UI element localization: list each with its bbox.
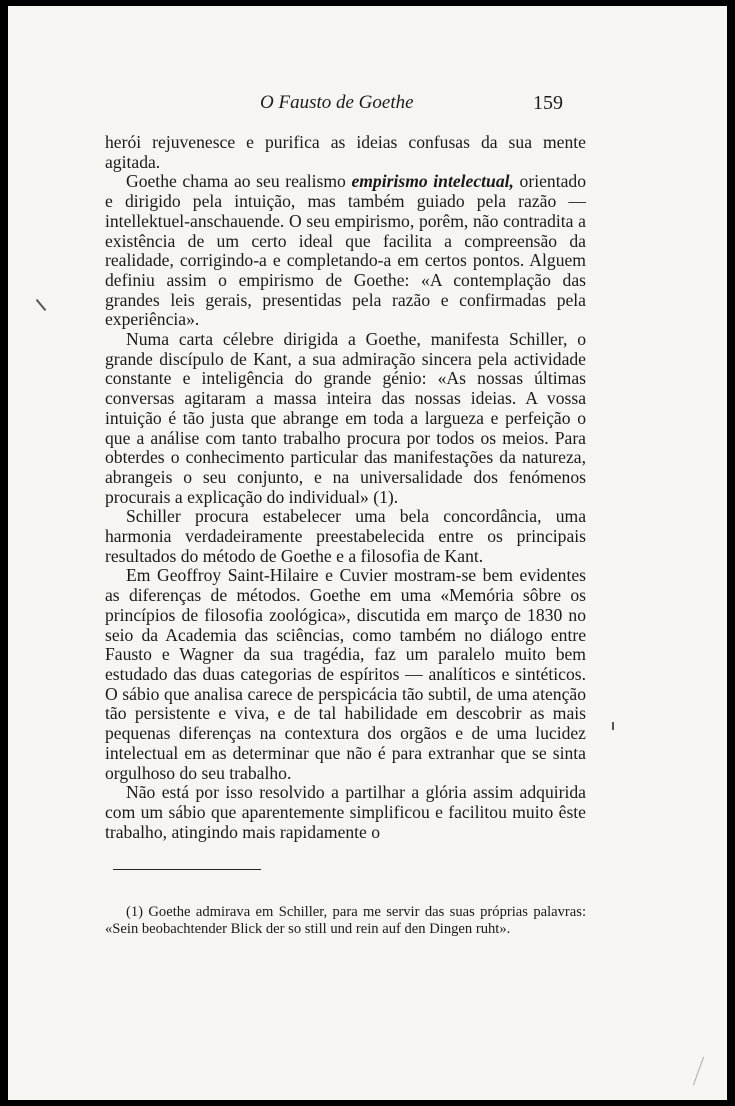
- scan-mark: [612, 722, 614, 730]
- book-page: [8, 6, 727, 1100]
- paragraph-3: Numa carta célebre dirigida a Goethe, manifesta Schiller, o grande discípulo de Kant, a sua admiração sincera pela actividade constante e inteligência do grande génio: «As nossas últimas conversas agitaram a massa inteira das nossas ideias. A vossa intuição é tão justa que abrange em toda a largueza e perfeição o que a análise com tanto trabalho procura por todos os meios. Para obterdes o conhecimento particular das manifestações da natureza, abrangeis o seu conjunto, e na universalidade dos fenómenos procurais a explicação do individual» (1).: [105, 329, 586, 507]
- paragraph-1: herói rejuvenesce e purifica as ideias confusas da sua mente agitada.: [105, 132, 586, 172]
- paragraph-5: Em Geoffroy Saint-Hilaire e Cuvier mostram-se bem evidentes as diferenças de métodos. Goethe em uma «Memória sôbre os princípios de filosofia zoológica», discutida em março de 1830 no seio da Academia das sciências, como também no diálogo entre Fausto e Wagner da sua tragédia, faz um paralelo muito bem estudado das duas categorias de espíritos — analíticos e sintéticos. O sábio que analisa carece de perspicácia tão subtil, de uma atenção tão persistente e viva, e de tal habilidade em descobrir as mais pequenas diferenças na contextura dos orgãos e de uma lucidez intelectual em as determinar que não é para extranhar que se sinta orgulhoso do seu trabalho.: [105, 565, 586, 783]
- page-number: 159: [533, 92, 563, 114]
- scan-mark: [693, 1057, 704, 1086]
- paragraph-2-start: Goethe chama ao seu realismo: [126, 171, 352, 192]
- page-header: [8, 92, 727, 120]
- scan-mark: [36, 299, 47, 311]
- footnote-text: (1) Goethe admirava em Schiller, para me servir das suas próprias palavras: «Sein beobachtender Blick der so still und rein auf den Dingen ruht».: [105, 904, 586, 937]
- emphasis-empirismo: empirismo intelectual,: [351, 171, 514, 192]
- paragraph-2: [105, 172, 586, 330]
- paragraph-6: Não está por isso resolvido a partilhar a glória assim adquirida com um sábio que aparentemente simplificou e facilitou muito êste trabalho, atingindo mais rapidamente o: [105, 782, 586, 842]
- running-title: O Fausto de Goethe: [260, 92, 414, 113]
- footnote-divider: [113, 869, 261, 870]
- paragraph-4: Schiller procura estabelecer uma bela concordância, uma harmonia verdadeiramente preestabelecida entre os principais resultados do método de Goethe e a filosofia de Kant.: [105, 506, 586, 566]
- body-text: [105, 133, 586, 842]
- footnote: [105, 904, 586, 938]
- paragraph-2-rest: orientado e dirigido pela intuição, mas também guiado pela razão — intellektuel-anschauende. O seu empirismo, porêm, não contradita a existência de um certo ideal que facilita a compreensão da realidade, corrigindo-a e completando-a em certos pontos. Alguem definiu assim o empirismo de Goethe: «A contemplação das grandes leis gerais, presentidas pela razão e confirmadas pela experiência».: [105, 171, 586, 330]
